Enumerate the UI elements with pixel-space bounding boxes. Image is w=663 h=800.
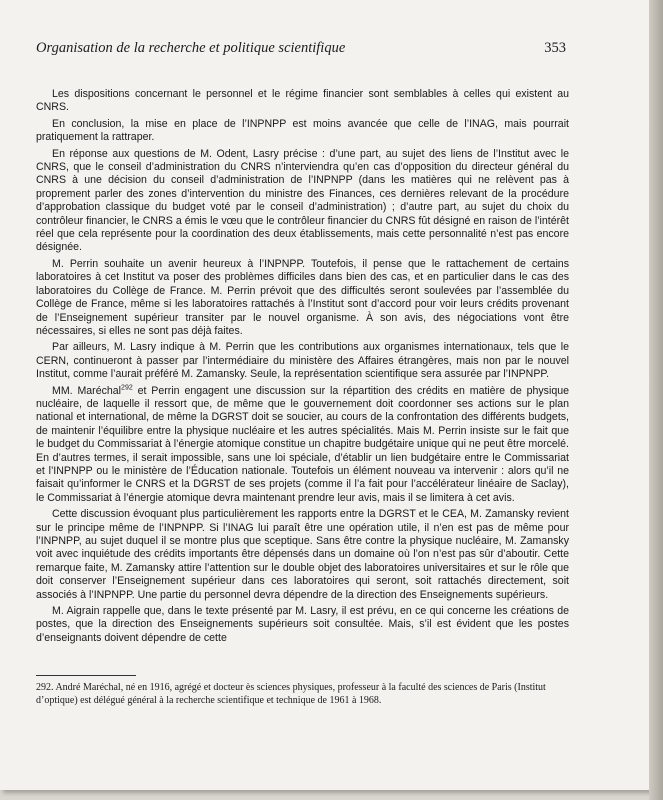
scan-edge xyxy=(649,0,663,800)
paragraph-start: MM. Maréchal xyxy=(52,384,122,397)
body-text xyxy=(36,88,569,648)
footnote: 292. André Maréchal, né en 1916, agrégé et docteur ès sciences physiques, professeur à la faculté des sciences de Paris (Institut d’optique) est délégué général à la recherche scientifique et technique de 1961 à 1968. xyxy=(36,682,546,706)
paragraph-rest: et Perrin engagent une discussion sur la répartition des crédits en matière de physique nucléaire, de laquelle il ressort que, de même que le gouvernement doit coordonner ses actions sur le plan national et international, de même la DGRST doit se soucier, au cours de la confrontation des différents budgets, de maintenir l’équilibre entre la physique nucléaire et les autres spécialités. Mais M. Perrin insiste sur le fait que le budget du Commissariat à l’énergie atomique constitue un chapitre budgétaire unique qui ne peut être morcelé. En d’autres termes, il serait impossible, sans une loi spéciale, d’établir un lien budgétaire entre le Commissariat et l’INPNPP ou le ministère de l’Éducation nationale. Toutefois un élément nouveau va intervenir : alors qu’il ne faisait qu’informer le CNRS et la DGRST de ses projets (comme il l’a fait pour l’accélérateur linéaire de Saclay), le Commissariat à l’énergie atomique devra maintenant prendre leur avis, mais il se limitera à cet avis. xyxy=(36,384,569,504)
paragraph: Cette discussion évoquant plus particulièrement les rapports entre la DGRST et le CEA, M. Zamansky revient sur le principe même de l’INPNPP. Si l’INAG lui paraît être une opération utile, il n’en est pas de même pour l’INPNPP, au sujet duquel il se montre plus que sceptique. Sans être contre la physique nucléaire, M. Zamansky voit avec inquiétude des crédits importants être dépensés dans un domaine où l’on n’est pas sûr d’aboutir. Cette remarque faite, M. Zamansky attire l’attention sur le double objet des laboratoires universitaires et sur le rôle que doit conserver l’Enseignement supérieur dans ces laboratoires qui seront, soit rattachés directement, soit associés à l’INPNPP. Une partie du personnel devra dépendre de la direction des Enseignements supérieurs. xyxy=(36,508,569,601)
paragraph: M. Aigrain rappelle que, dans le texte présenté par M. Lasry, il est prévu, en ce qui concerne les créations de postes, que la direction des Enseignements supérieurs soit consultée. Mais, s’il est évident que les postes d’enseignants doivent dépendre de cette xyxy=(36,605,569,644)
paragraph: En conclusion, la mise en place de l’INPNPP est moins avancée que celle de l’INAG, mais pourrait pratiquement la rattraper. xyxy=(36,117,569,144)
paragraph: Les dispositions concernant le personnel et le régime financier sont semblables à celles qui existent au CNRS. xyxy=(36,88,569,114)
running-header xyxy=(36,40,566,57)
paragraph: En réponse aux questions de M. Odent, Lasry précise : d’une part, au sujet des liens de l’Institut avec le CNRS, que le conseil d’administration du CNRS n’interviendra qu’en cas d’opposition du directeur général du CNRS à une décision du conseil d’administration de l’INPNPP (dans les matières qui ne relèvent pas à proprement parler des zones d’intervention du ministre des Finances, ces dernières relevant de la procédure d’approbation classique du budget voté par le conseil d’administration) ; d’autre part, au sujet du choix du contrôleur financier, le CNRS a émis le vœu que le contrôleur financier du CNRS fût désigné en raison de l’intérêt réel que cela représente pour la coordination des deux établissements, mais cette personnalité n’est pas encore désignée. xyxy=(36,147,569,254)
paragraph xyxy=(36,385,569,506)
paragraph: M. Perrin souhaite un avenir heureux à l’INPNPP. Toutefois, il pense que le rattachement de certains laboratoires à cet Institut va poser des problèmes difficiles dans bien des cas, et en particulier dans le cas des laboratoires du Collège de France. M. Perrin prévoit que des difficultés seront soulevées par l’assemblée du Collège de France, même si les laboratoires rattachés à l’Institut sont d’accord pour voir leurs crédits provenant de l’Enseignement supérieur transiter par le nouvel organisme. À son avis, des négociations vont être nécessaires, si elles ne sont pas déjà faites. xyxy=(36,257,569,337)
running-title: Organisation de la recherche et politique scientifique xyxy=(36,40,346,56)
footnote-divider xyxy=(36,675,136,676)
page-number: 353 xyxy=(544,40,566,56)
footnote-marker: 292 xyxy=(121,384,133,391)
paragraph: Par ailleurs, M. Lasry indique à M. Perrin que les contributions aux organismes internationaux, tels que le CERN, continueront à passer par l’intermédiaire du ministère des Affaires étrangères, mais non par le nouvel Institut, comme l’aurait préféré M. Zamansky. Seule, la représentation scientifique sera assurée par l’INPNPP. xyxy=(36,341,569,381)
